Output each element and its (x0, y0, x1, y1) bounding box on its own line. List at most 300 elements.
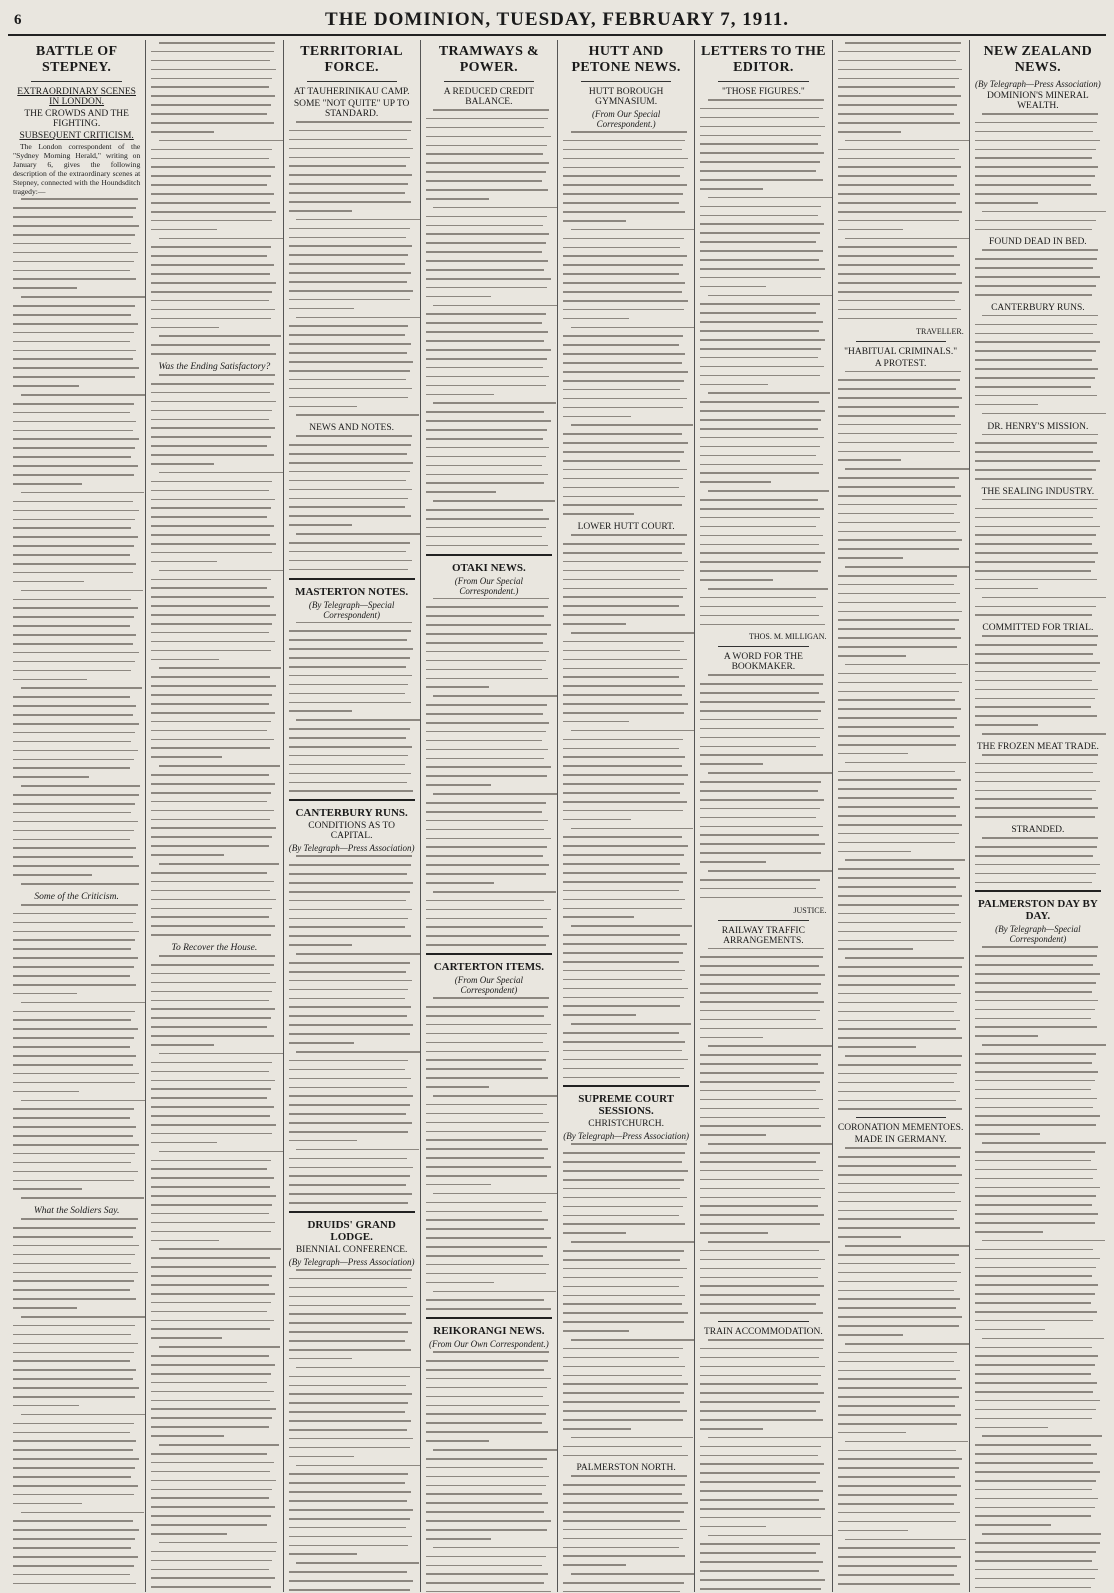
headline: BATTLE OF STEPNEY. (35, 44, 118, 75)
text-line (426, 1440, 489, 1442)
text-line (563, 596, 683, 598)
text-line (845, 664, 967, 666)
text-line (700, 1259, 825, 1261)
text-line (151, 1035, 273, 1037)
text-line (289, 1024, 414, 1026)
text-line (151, 1337, 222, 1339)
text-line (975, 1133, 1041, 1135)
text-line (563, 1321, 684, 1323)
text-line (563, 1041, 685, 1043)
text-line (151, 934, 271, 936)
text-line (700, 1179, 819, 1181)
text-line (982, 946, 1098, 948)
text-line (838, 1521, 957, 1523)
text-line (563, 1197, 687, 1199)
text-line (13, 1082, 135, 1084)
article-body (289, 121, 415, 416)
text-line (426, 1175, 547, 1177)
text-line (975, 404, 1038, 406)
text-line (433, 402, 555, 404)
text-line (975, 1471, 1100, 1473)
text-line (838, 122, 960, 124)
text-line (426, 1565, 542, 1567)
text-line (13, 252, 138, 254)
text-line (13, 1343, 138, 1345)
text-line (700, 728, 824, 730)
text-line (975, 1107, 1094, 1109)
text-line (708, 588, 828, 590)
text-line (13, 225, 139, 227)
text-line (838, 904, 959, 906)
text-line (426, 651, 550, 653)
text-line (13, 403, 134, 405)
text-line (571, 1143, 687, 1145)
text-line (13, 314, 131, 316)
text-line (426, 313, 546, 315)
text-line (426, 1237, 551, 1239)
text-line (13, 367, 139, 369)
text-line (838, 966, 963, 968)
text-line (13, 358, 133, 360)
text-line (708, 1339, 824, 1341)
text-line (838, 1156, 960, 1158)
text-line (426, 686, 489, 688)
text-line (426, 1086, 489, 1088)
text-line (838, 1201, 962, 1203)
text-line (426, 216, 547, 218)
text-line (700, 1428, 763, 1430)
text-line (151, 436, 271, 438)
text-line (838, 504, 958, 506)
credit-line: (By Telegraph—Press Association) (288, 843, 415, 854)
text-line (845, 1055, 962, 1057)
text-line (975, 526, 1100, 528)
text-line (426, 358, 547, 360)
text-line (975, 1409, 1096, 1411)
text-line (563, 1410, 687, 1412)
text-line (700, 108, 822, 110)
text-line (426, 731, 546, 733)
text-line (838, 397, 963, 399)
text-line (289, 1358, 352, 1360)
text-line (13, 1236, 133, 1238)
text-line (563, 721, 629, 723)
text-line (700, 179, 822, 181)
text-line (426, 296, 492, 298)
text-line (296, 121, 412, 123)
text-line (700, 535, 822, 537)
text-line (700, 1134, 766, 1136)
text-line (838, 1423, 958, 1425)
text-line (151, 596, 273, 598)
text-line (13, 1485, 138, 1487)
text-line (13, 1064, 133, 1066)
text-line (151, 890, 270, 892)
text-line (13, 234, 135, 236)
text-line (700, 312, 816, 314)
text-line (975, 1151, 1095, 1153)
text-line (151, 925, 275, 927)
text-line (845, 371, 961, 373)
text-line (13, 376, 135, 378)
text-line (151, 309, 275, 311)
text-line (151, 1026, 267, 1028)
text-line (426, 1511, 545, 1513)
text-line (13, 341, 130, 343)
text-line (151, 1222, 275, 1224)
text-line (21, 883, 139, 885)
text-line (13, 385, 79, 387)
text-line (838, 1414, 962, 1416)
text-line (700, 188, 763, 190)
text-line (289, 1175, 410, 1177)
column-6 (694, 40, 831, 1592)
credit-line: (By Telegraph—Press Association) (975, 79, 1101, 89)
text-line (426, 1387, 547, 1389)
text-line (838, 539, 963, 541)
text-line (13, 1171, 138, 1173)
subheading: BIENNIAL CONFERENCE. (295, 1244, 408, 1255)
text-line (838, 78, 959, 80)
text-line (151, 499, 275, 501)
text-line (296, 317, 420, 319)
text-line (159, 1053, 283, 1055)
text-line (13, 1547, 131, 1549)
text-line (289, 1278, 411, 1280)
text-line (426, 545, 548, 547)
text-line (982, 754, 1098, 756)
text-line (426, 1538, 492, 1540)
text-line (563, 1059, 688, 1061)
text-line (426, 669, 542, 671)
divider (426, 953, 552, 955)
text-line (151, 1586, 271, 1588)
text-line (563, 1161, 682, 1163)
text-line (700, 879, 820, 881)
text-line (289, 1015, 408, 1017)
text-line (289, 542, 410, 544)
text-line (13, 563, 136, 565)
text-line (426, 1015, 545, 1017)
text-line (289, 1536, 413, 1538)
text-line (838, 131, 901, 133)
text-line (838, 655, 906, 657)
divider (975, 890, 1101, 892)
text-line (563, 389, 680, 391)
text-line (151, 819, 270, 821)
text-line (426, 873, 546, 875)
text-line (426, 376, 550, 378)
text-line (151, 1560, 272, 1562)
divider (289, 578, 415, 580)
text-line (838, 593, 960, 595)
text-line (975, 202, 1038, 204)
subheading: SUBSEQUENT CRITICISM. (19, 131, 134, 141)
text-line (975, 442, 1097, 444)
divider (31, 81, 122, 82)
text-line (426, 775, 547, 777)
subheading: EXTRAORDINARY SCENES IN LONDON. (17, 87, 136, 107)
text-line (151, 632, 268, 634)
text-line (838, 779, 962, 781)
text-line (563, 496, 685, 498)
text-line (571, 1437, 693, 1439)
text-line (700, 1588, 821, 1590)
text-line (426, 482, 545, 484)
text-line (159, 1444, 279, 1446)
text-line (975, 1062, 1092, 1064)
headline: TERRITORIAL FORCE. (300, 44, 403, 75)
text-line (13, 278, 136, 280)
text-line (289, 157, 410, 159)
text-line (426, 1591, 551, 1592)
text-line (289, 1078, 411, 1080)
text-line (13, 1574, 130, 1576)
text-line (700, 1383, 817, 1385)
text-line (838, 95, 962, 97)
text-line (289, 1491, 411, 1493)
text-line (289, 388, 413, 390)
text-line (21, 1197, 144, 1199)
text-line (700, 552, 825, 554)
text-line (13, 830, 134, 832)
text-line (700, 508, 824, 510)
text-line (563, 433, 682, 435)
text-line (426, 606, 548, 608)
text-line (151, 1400, 270, 1402)
text-line (700, 1419, 822, 1421)
text-line (289, 873, 408, 875)
text-line (151, 872, 267, 874)
text-line (838, 1091, 960, 1093)
divider (718, 81, 808, 82)
text-line (13, 1298, 136, 1300)
divider (426, 554, 552, 556)
text-line (289, 444, 411, 446)
text-line (151, 543, 276, 545)
text-line (13, 776, 89, 778)
text-line (700, 1401, 820, 1403)
text-line (151, 579, 271, 581)
text-line (151, 1275, 272, 1277)
text-line (563, 997, 684, 999)
text-line (426, 1369, 545, 1371)
text-line (426, 145, 547, 147)
text-line (838, 1037, 963, 1039)
text-line (13, 305, 135, 307)
text-line (975, 798, 1092, 800)
text-line (700, 143, 817, 145)
text-line (289, 989, 409, 991)
article-body (700, 674, 826, 898)
divider (289, 799, 415, 801)
text-line (838, 415, 955, 417)
text-line (289, 918, 409, 920)
text-line (289, 1571, 408, 1573)
text-line (289, 1349, 411, 1351)
credit-line: (By Telegraph—Press Association) (288, 1256, 415, 1267)
text-line (838, 1458, 963, 1460)
text-line (21, 1512, 144, 1514)
text-line (151, 158, 268, 160)
text-line (289, 675, 413, 677)
text-line (13, 750, 138, 752)
text-line (289, 290, 414, 292)
text-line (838, 1485, 962, 1487)
text-line (13, 323, 138, 325)
text-line (151, 344, 270, 346)
text-line (838, 691, 959, 693)
text-line (700, 1232, 768, 1234)
text-line (151, 756, 222, 758)
text-line (563, 1392, 684, 1394)
text-line (838, 1236, 901, 1238)
text-line (975, 1160, 1091, 1162)
text-line (838, 1307, 957, 1309)
text-line (159, 1248, 281, 1250)
text-line (13, 519, 135, 521)
text-line (563, 273, 679, 275)
text-line (289, 746, 413, 748)
text-line (13, 957, 138, 959)
text-line (563, 739, 683, 741)
text-line (975, 1053, 1096, 1055)
text-line (289, 201, 411, 203)
text-line (426, 465, 542, 467)
text-line (975, 324, 1097, 326)
text-line (838, 1494, 958, 1496)
text-line (289, 453, 408, 455)
text-line (563, 863, 680, 865)
text-line (159, 570, 283, 572)
subheading: FOUND DEAD IN BED. (989, 237, 1087, 248)
text-line (700, 570, 817, 572)
text-line (289, 935, 411, 937)
text-line (563, 810, 683, 812)
text-line (13, 741, 131, 743)
text-line (21, 590, 143, 592)
text-line (571, 828, 693, 830)
text-line (151, 916, 268, 918)
text-line (838, 1290, 954, 1292)
text-line (151, 1160, 271, 1162)
text-line (563, 970, 685, 972)
text-line (838, 895, 963, 897)
text-line (289, 254, 409, 256)
text-line (563, 1511, 684, 1513)
text-line (975, 131, 1094, 133)
text-line (700, 1552, 816, 1554)
credit-line: (From Our Special Correspondent.) (592, 109, 661, 129)
text-line (151, 605, 270, 607)
credit-line: (By Telegraph—Press Association) (563, 1131, 689, 1142)
text-line (289, 971, 406, 973)
text-line (838, 406, 959, 408)
text-line (700, 428, 817, 430)
headline: TRAMWAYS & POWER. (438, 44, 539, 75)
text-line (159, 765, 280, 767)
text-line (838, 735, 960, 737)
text-line (700, 161, 820, 163)
article-body (426, 997, 552, 1310)
text-line (563, 854, 684, 856)
text-line (700, 135, 821, 137)
text-line (426, 509, 543, 511)
text-line (426, 1405, 550, 1407)
text-line (13, 421, 136, 423)
text-line (151, 614, 276, 616)
text-line (13, 1046, 130, 1048)
text-line (975, 451, 1094, 453)
text-line (289, 210, 352, 212)
text-line (289, 183, 409, 185)
text-line (845, 238, 969, 240)
subheading: RAILWAY TRAFFIC ARRANGEMENTS. (721, 925, 805, 946)
text-line (426, 758, 545, 760)
text-line (159, 955, 275, 957)
text-line (426, 438, 543, 440)
text-line (700, 1152, 820, 1154)
text-line (975, 395, 1097, 397)
subheading: THE SEALING INDUSTRY. (981, 486, 1095, 497)
text-line (700, 464, 822, 466)
text-line (426, 1148, 548, 1150)
text-line (563, 1259, 680, 1261)
text-line (426, 1431, 548, 1433)
text-line (13, 483, 82, 485)
article-body (838, 371, 964, 1111)
text-line (426, 1122, 550, 1124)
text-line (563, 1223, 685, 1225)
text-line (296, 855, 412, 857)
text-line (708, 772, 832, 774)
article-body (563, 1143, 689, 1456)
text-line (433, 500, 554, 502)
text-line (13, 1126, 136, 1128)
text-line (845, 957, 964, 959)
text-line (13, 865, 139, 867)
text-line (13, 581, 84, 583)
text-line (700, 974, 825, 976)
text-line (563, 961, 679, 963)
text-line (151, 246, 271, 248)
text-line (426, 278, 551, 280)
text-line (426, 1042, 543, 1044)
text-line (838, 1476, 955, 1478)
text-line (700, 624, 825, 626)
text-line (13, 1280, 134, 1282)
text-line (426, 1422, 542, 1424)
text-line (708, 1045, 832, 1047)
text-line (151, 1435, 224, 1437)
text-line (975, 1284, 1099, 1286)
text-line (563, 1330, 629, 1332)
text-line (838, 1174, 963, 1176)
text-line (426, 740, 542, 742)
text-line (426, 935, 550, 937)
text-line (700, 1455, 817, 1457)
text-line (151, 810, 273, 812)
text-line (700, 1090, 816, 1092)
text-line (426, 1077, 548, 1079)
text-line (426, 784, 492, 786)
subheading: COMMITTED FOR TRIAL. (982, 623, 1094, 634)
text-line (426, 518, 550, 520)
text-line (563, 552, 682, 554)
text-line (296, 533, 420, 535)
text-line (151, 1044, 214, 1046)
text-line (13, 270, 130, 272)
